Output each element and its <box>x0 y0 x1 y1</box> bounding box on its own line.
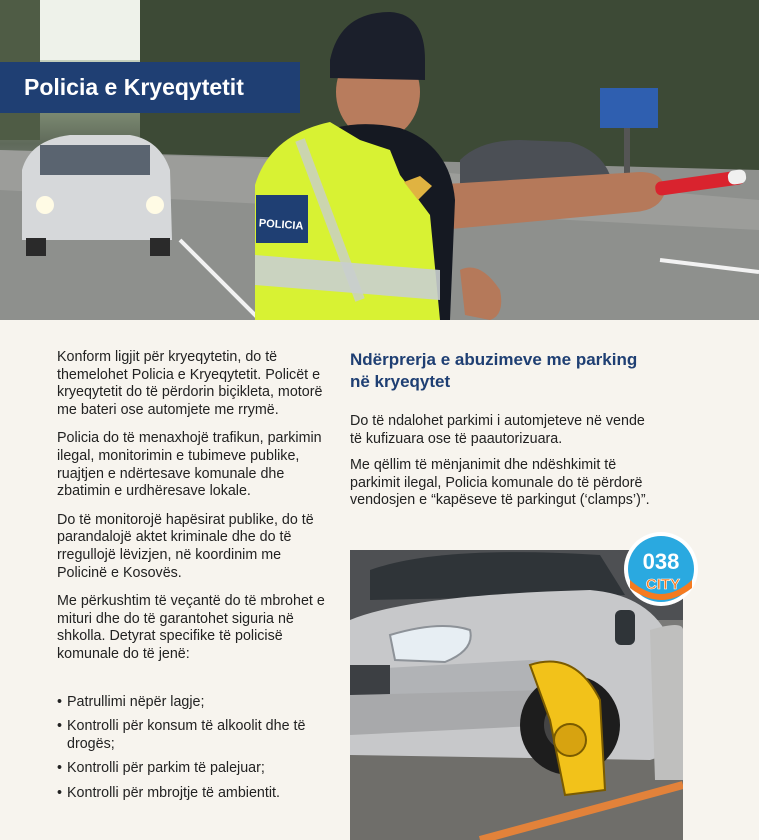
badge-number: 038 <box>642 549 680 574</box>
paragraph-schools: Me përkushtim të veçantë do të mbrohet e mituri dhe do të garantohet siguria në shkolla. Detyrat specifike të policisë komunale do të jenë: <box>57 593 325 662</box>
vest-label: POLICIA <box>258 217 304 233</box>
city-badge <box>622 530 700 608</box>
paragraph-clamps: Me qëllim të mënjanimit dhe ndëshkimit të parkimit ilegal, Policia komunale do të përdorë vendosjen e “kapëseve të parkingut (‘clamps’)”. <box>350 457 650 509</box>
hero-photo <box>0 0 759 320</box>
page-title: Policia e Kryeqytetit <box>24 74 244 100</box>
duties-list <box>57 694 327 803</box>
list-item: • Kontrolli për parkim të palejuar; <box>57 760 327 778</box>
list-item: • Kontrolli për mbrojtje të ambientit. <box>57 785 327 803</box>
section-heading: Ndërprerja e abuzimeve me parking në kryeqytet <box>350 350 638 391</box>
paragraph-intro: Konform ligjit për kryeqytetin, do të themelohet Policia e Kryeqytetit. Policët e kryeqytetit do të përdorin biçikleta, motorë me bateri ose automjete me rrymë. <box>57 349 323 418</box>
list-item: • Kontrolli për konsum të alkoolit dhe të drogës; <box>57 718 327 753</box>
paragraph-prohibition: Do të ndalohet parkimi i automjeteve në vende të kufizuara ose të paautorizuara. <box>350 413 645 447</box>
paragraph-monitoring: Do të monitorojë hapësirat publike, do të parandalojë aktet kriminale dhe do të rregullojë lëvizjen, në koordinim me Policinë e Kosovës. <box>57 511 314 581</box>
left-column <box>57 349 327 809</box>
badge-word: CITY <box>645 576 681 593</box>
list-item: • Patrullimi nëpër lagje; <box>57 694 327 712</box>
hero-illustration <box>0 0 759 320</box>
paragraph-duties: Policia do të menaxhojë trafikun, parkimin ilegal, monitorimin e tubimeve publike, ruajtjen e ndërtesave komunale dhe zbatimin e urdhëresave lokale. <box>57 430 322 500</box>
car-silhouette <box>22 135 172 256</box>
city-logo <box>622 530 700 608</box>
right-column <box>350 349 650 519</box>
title-banner <box>0 62 300 113</box>
